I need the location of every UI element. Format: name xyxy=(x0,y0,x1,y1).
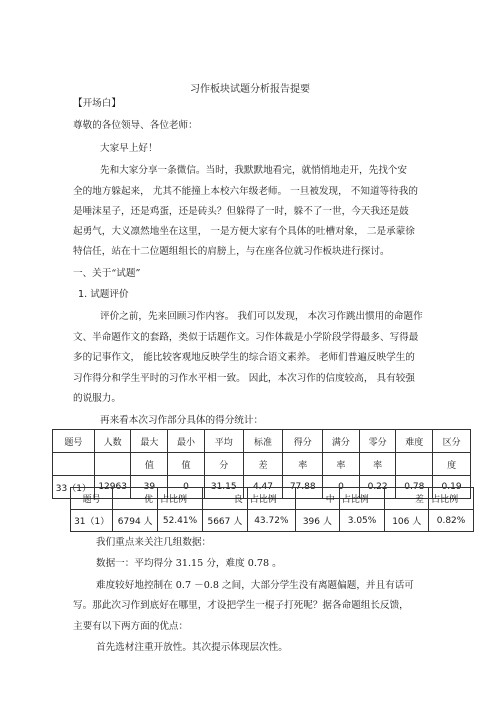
table-header-cell xyxy=(396,453,433,476)
table-header-cell: 率 xyxy=(359,453,396,476)
table-cell: 6794 人 xyxy=(113,510,158,532)
para1-line: 大家早上好！ xyxy=(100,143,158,154)
table-header-cell: 度 xyxy=(433,453,471,476)
table-header-cell: 题号 xyxy=(71,488,113,510)
document-title: 习作板块试题分析报告提要 xyxy=(190,84,310,95)
table-cell: 0.22 xyxy=(359,476,396,499)
table-header-cell: 率 xyxy=(283,453,323,476)
table-header-cell: 最大 xyxy=(131,430,168,453)
table-header-row xyxy=(53,430,471,453)
table-cell: 396 人 xyxy=(296,510,340,532)
table-cell: 0.82% xyxy=(429,510,474,532)
table-cell: 0 xyxy=(323,476,360,499)
para5-line: 我们重点来关注几组数据： xyxy=(96,537,212,548)
greeting: 尊敬的各位领导、各位老师： xyxy=(73,120,198,131)
para2-line: 特信任，站在十二位题组组长的肩膀上，与在座各位就习作板块进行探讨。 xyxy=(73,246,390,257)
table-header-cell: 人数 xyxy=(94,430,131,453)
para3-line: 文、半命题作文的套路，类似于话题作文。习作体裁是小学阶段学得最多、写得最 xyxy=(73,332,419,343)
table-header-cell: 平均 xyxy=(204,430,243,453)
table-cell: 0 xyxy=(168,476,205,499)
table-cell: 106 人 xyxy=(385,510,429,532)
table-cell: 43.72% xyxy=(247,510,295,532)
table-cell: 12963 xyxy=(94,476,131,499)
para3-line: 评价之前，先来回顾习作内容。 我们可以发现， 本次习作跳出惯用的命题作 xyxy=(100,311,423,322)
table-header-cell: 满分 xyxy=(323,430,360,453)
table-header-cell xyxy=(94,453,131,476)
table-header-cell: 零分 xyxy=(359,430,396,453)
para2-line: 全的地方躲起来， 尤其不能撞上本校六年级老师。 一旦被发现， 不知道等待我的 xyxy=(73,186,418,197)
table-header-cell: 占比例 xyxy=(339,488,385,510)
table-header-cell: 题号 xyxy=(53,430,95,453)
table-header-cell: 难度 xyxy=(396,430,433,453)
table-cell: 0.78 xyxy=(396,476,433,499)
para2-line: 是唾沫星子，还是鸡蛋，还是砖头？但躲得了一时，躲不了一世，今天我还是鼓 xyxy=(73,206,409,217)
para8-line: 首先选材注重开放性。其次提示体现层次性。 xyxy=(96,642,288,653)
table-header-row xyxy=(53,453,471,476)
para7-line: 难度较好地控制在 0.7 －0.8 之间，大部分学生没有离题偏题，并且有话可 xyxy=(96,580,414,591)
para3-line: 习作得分和学生平时的习作水平相一致。 因此，本次习作的信度较高， 具有较强 xyxy=(73,373,415,384)
table-header-cell: 得分 xyxy=(283,430,323,453)
table-header-cell: 优 xyxy=(113,488,158,510)
para3-line: 的说服力。 xyxy=(73,393,121,404)
table-header-cell: 占比例 xyxy=(247,488,295,510)
table-header-cell: 良 xyxy=(203,488,248,510)
table-header-cell: 占比例 xyxy=(158,488,203,510)
table-header-cell: 率 xyxy=(323,453,360,476)
para6-line: 数据一：平均得分 31.15 分，难度 0.78 。 xyxy=(96,558,282,569)
para2-line: 起勇气，大义凛然地坐在这里， 一是方便大家有个具体的吐槽对象， 二是承蒙徐 xyxy=(73,226,415,237)
table-cell: 77.88 xyxy=(283,476,323,499)
para2-line: 先和大家分享一条微信。当时，我默默地看完，就悄悄地走开，先找个安 xyxy=(100,165,407,176)
opening-label: 【开场白】 xyxy=(73,98,121,109)
table-cell: 31（1） xyxy=(71,510,113,532)
table-header-cell: 区分 xyxy=(433,430,471,453)
table-header-cell: 值 xyxy=(131,453,168,476)
table-header-cell: 占比例 xyxy=(429,488,474,510)
table-header-cell xyxy=(53,453,95,476)
table-header-cell: 差 xyxy=(385,488,429,510)
section-heading: 一、关于“试题” xyxy=(73,268,141,279)
grade-distribution-table xyxy=(70,487,474,532)
table-header-cell: 最小 xyxy=(168,430,205,453)
table-cell: 0.19 xyxy=(433,476,471,499)
table-cell: 33（1） xyxy=(53,476,95,499)
table-cell: 5667 人 xyxy=(203,510,248,532)
table-cell: 3.05% xyxy=(339,510,385,532)
para7-line: 写。那此次习作到底好在哪里，才设把学生一棍子打死呢？据各命题组长反馈， xyxy=(73,600,409,611)
para7-line: 主要有以下两方面的优点： xyxy=(73,621,189,632)
table-header-cell: 分 xyxy=(204,453,243,476)
table-header-row xyxy=(71,488,474,510)
para3-line: 多的记事作文， 能比较客观地反映学生的综合语文素养。 老师们普遍反映学生的 xyxy=(73,352,415,363)
table-header-cell: 差 xyxy=(243,453,283,476)
table-header-cell: 中 xyxy=(296,488,340,510)
table-row xyxy=(71,510,474,532)
table-cell: 31.15 xyxy=(204,476,243,499)
para4-line: 再来看本次习作部分具体的得分统计： xyxy=(100,415,264,426)
subsection-heading: 1. 试题评价 xyxy=(78,289,129,300)
table-header-cell: 值 xyxy=(168,453,205,476)
table-cell: 4.47 xyxy=(243,476,283,499)
table-header-cell: 标准 xyxy=(243,430,283,453)
table-cell: 39 xyxy=(131,476,168,499)
table-cell: 52.41% xyxy=(158,510,203,532)
